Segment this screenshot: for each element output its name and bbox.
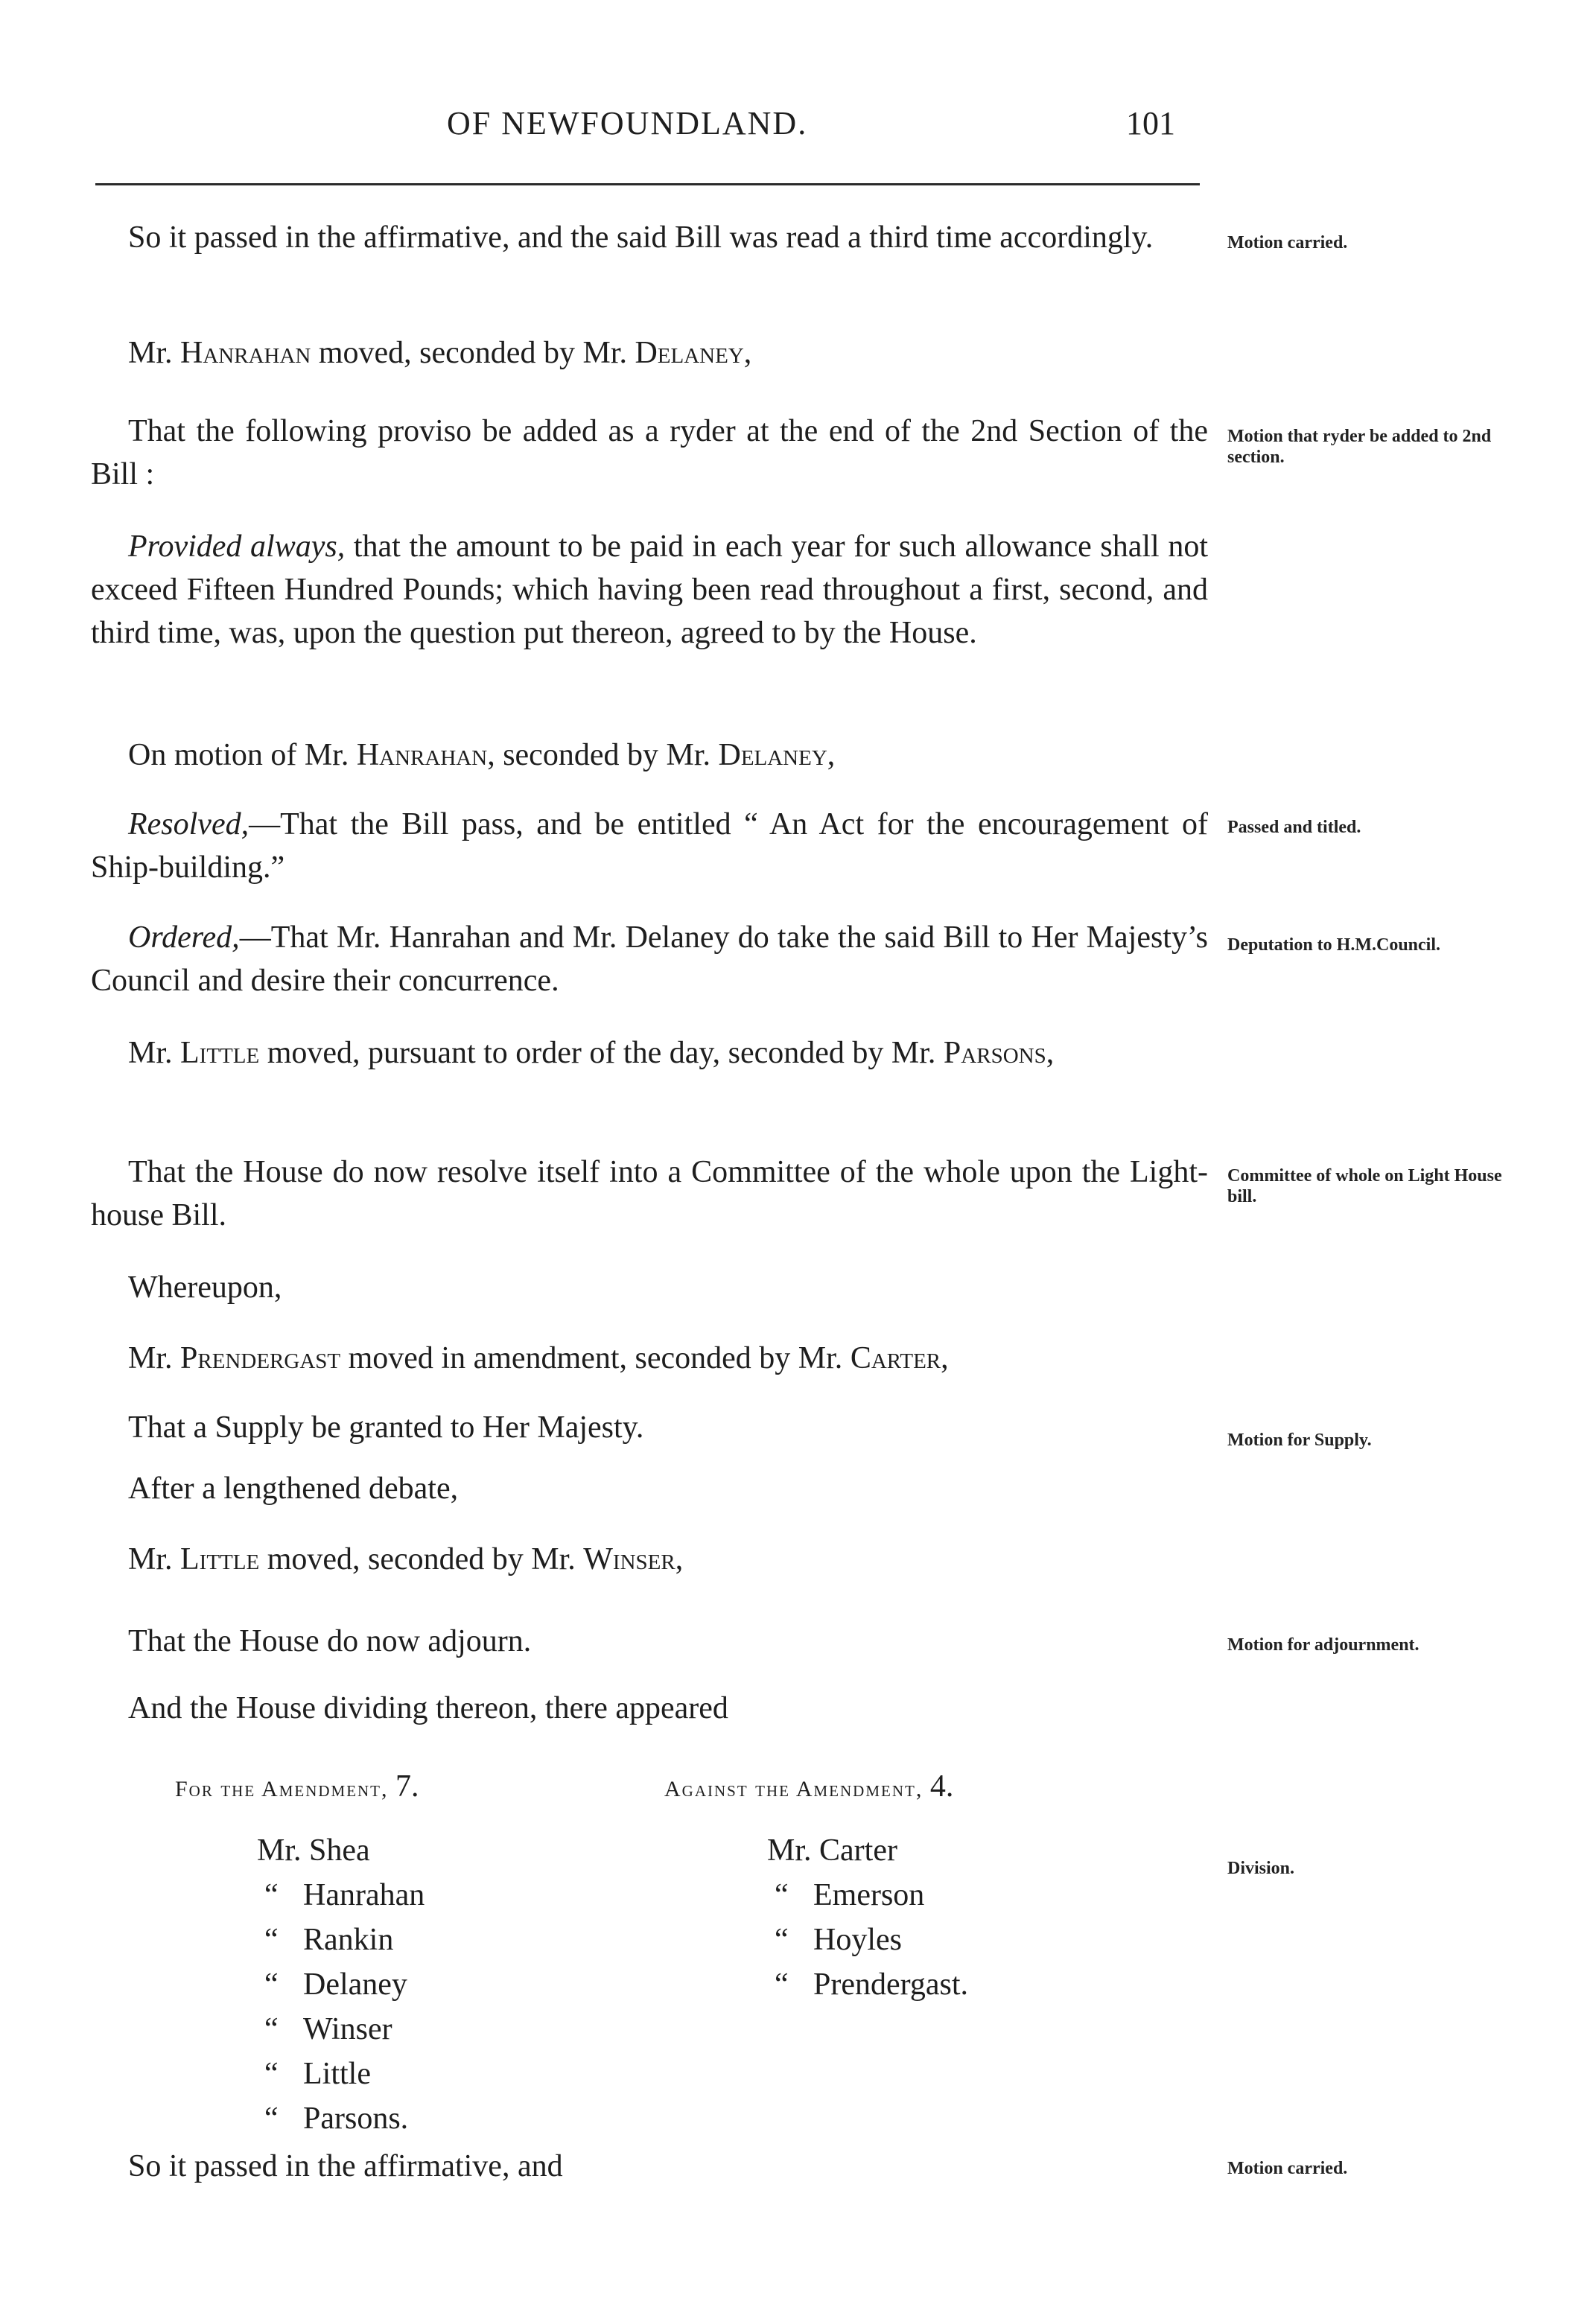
margin-note-motion-carried: Motion carried. <box>1227 233 1348 252</box>
paragraph-passed-final: So it passed in the affirmative, and <box>128 2149 563 2183</box>
margin-note-motion-carried-final: Motion carried. <box>1227 2159 1348 2178</box>
margin-note-supply: Motion for Supply. <box>1227 1431 1372 1450</box>
division-for-heading: For the Amendment, 7. <box>175 1769 419 1804</box>
margin-note-adjournment: Motion for adjournment. <box>1227 1635 1419 1655</box>
division-member: “ Emerson <box>775 1878 925 1912</box>
running-header-title: OF NEWFOUNDLAND. <box>447 105 808 141</box>
division-member: “ Winser <box>264 2012 392 2046</box>
division-against-heading: Against the Amendment, 4. <box>664 1769 954 1804</box>
paragraph-provided-always: Provided always, that the amount to be paid in each year for such allowance shall not exceed Fifteen Hundred Pounds; which having been read throughout a first, second, and third time, was, upon the question put thereon, agreed to by the House. <box>91 529 1209 650</box>
paragraph-debate: After a lengthened debate, <box>128 1471 459 1506</box>
paragraph-on-motion: On motion of Mr. Hanrahan, seconded by Mr. Delaney, <box>128 738 836 772</box>
paragraph-ordered: Ordered,—That Mr. Hanrahan and Mr. Delaney do take the said Bill to Her Majesty’s Council and desire their concurrence. <box>91 920 1208 998</box>
paragraph-hanrahan-motion: Mr. Hanrahan moved, seconded by Mr. Delaney, <box>128 336 752 370</box>
division-member: “ Hoyles <box>775 1923 902 1957</box>
paragraph-prendergast-amendment: Mr. Prendergast moved in amendment, seconded by Mr. Carter, <box>128 1341 949 1375</box>
paragraph-proviso: That the following proviso be added as a ryder at the end of the 2nd Section of the Bill : <box>91 414 1208 491</box>
division-member: “ Prendergast. <box>775 1967 969 2002</box>
paragraph-dividing: And the House dividing thereon, there appeared <box>128 1691 728 1725</box>
paragraph-little-motion: Mr. Little moved, pursuant to order of the day, seconded by Mr. Parsons, <box>128 1036 1055 1070</box>
paragraph-resolved: Resolved,—That the Bill pass, and be entitled “ An Act for the encouragement of Ship-building.” <box>91 807 1208 885</box>
paragraph-committee: That the House do now resolve itself into a Committee of the whole upon the Light-house Bill. <box>91 1155 1208 1232</box>
division-member: “ Delaney <box>264 1967 407 2002</box>
division-member: “ Hanrahan <box>264 1878 425 1912</box>
paragraph-adjourn: That the House do now adjourn. <box>128 1624 532 1658</box>
division-member: “ Rankin <box>264 1923 394 1957</box>
paragraph-supply: That a Supply be granted to Her Majesty. <box>128 1410 644 1445</box>
margin-note-passed-titled: Passed and titled. <box>1227 818 1361 837</box>
page-number: 101 <box>1126 105 1175 141</box>
margin-note-deputation: Deputation to H.M.Council. <box>1227 935 1441 955</box>
division-member: Mr. Carter <box>767 1833 897 1868</box>
margin-note-ryder: Motion that ryder be added to 2nd section. <box>1227 427 1492 467</box>
division-member: “ Little <box>264 2057 371 2091</box>
division-against-list <box>767 1828 968 2007</box>
margin-note-division: Division. <box>1227 1859 1295 1878</box>
margin-note-committee: Committee of whole on Light House bill. <box>1227 1166 1502 1206</box>
division-for-list <box>257 1828 425 2141</box>
paragraph-whereupon: Whereupon, <box>128 1270 282 1305</box>
division-member: “ Parsons. <box>264 2101 409 2136</box>
division-member: Mr. Shea <box>257 1833 370 1868</box>
paragraph-little-adjourn: Mr. Little moved, seconded by Mr. Winser, <box>128 1542 684 1576</box>
paragraph-third-reading: So it passed in the affirmative, and the said Bill was read a third time accordingly. <box>128 220 1154 255</box>
